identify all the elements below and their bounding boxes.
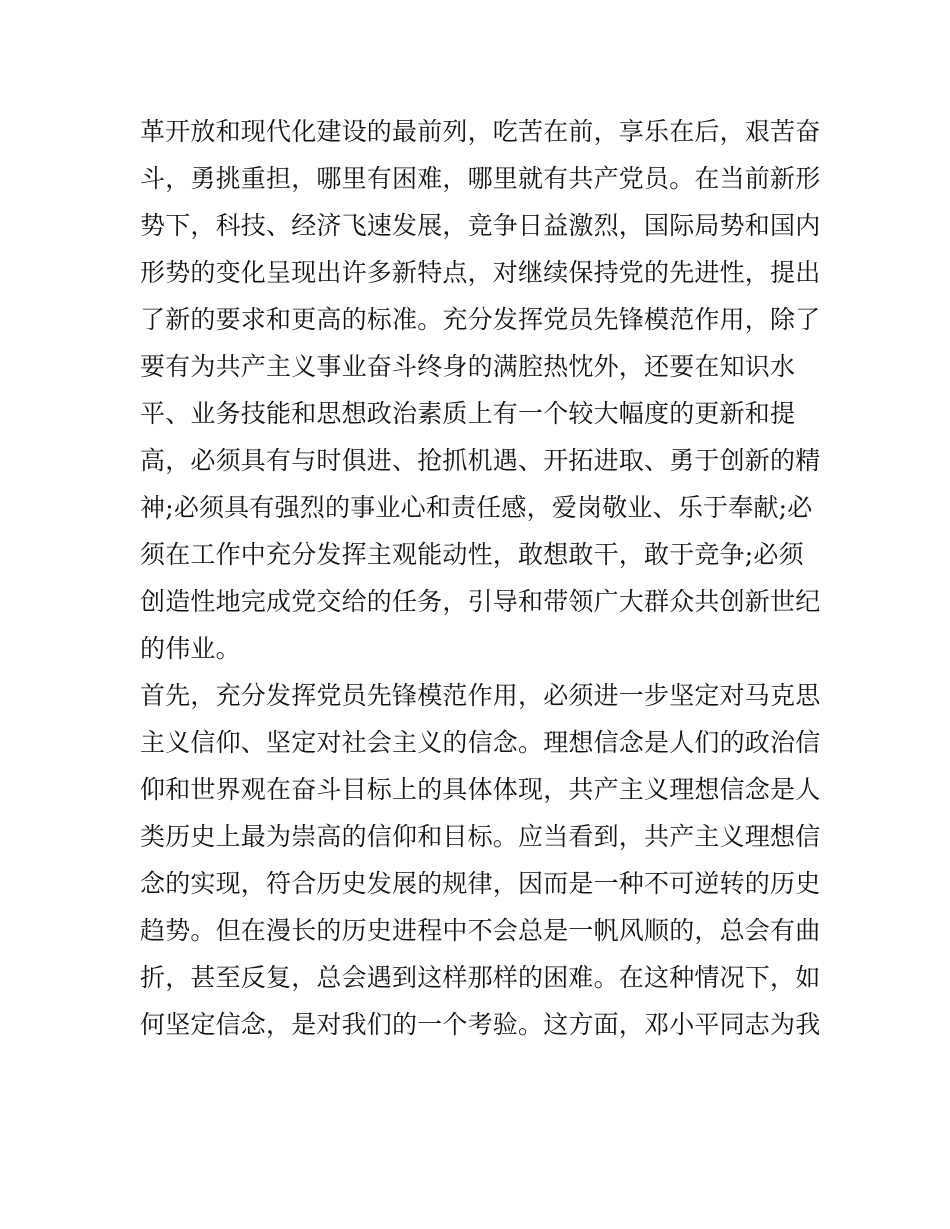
text-line: 平、业务技能和思想政治素质上有一个较大幅度的更新和提	[140, 399, 796, 428]
text-line: 须在工作中充分发挥主观能动性，敢想敢干，敢于竞争;必须	[140, 540, 804, 569]
text-line: 创造性地完成党交给的任务，引导和带领广大群众共创新世纪	[140, 587, 821, 616]
text-line: 趋势。但在漫长的历史进程中不会总是一帆风顺的，总会有曲	[140, 916, 821, 945]
document-body	[140, 108, 820, 1048]
text-line: 形势的变化呈现出许多新特点，对继续保持党的先进性，提出	[140, 258, 821, 287]
text-line: 仰和世界观在奋斗目标上的具体体现，共产主义理想信念是人	[140, 775, 821, 804]
text-line: 要有为共产主义事业奋斗终身的满腔热忱外，还要在知识水	[140, 352, 796, 381]
text-line: 念的实现，符合历史发展的规律，因而是一种不可逆转的历史	[140, 869, 821, 898]
text-line: 折，甚至反复，总会遇到这样那样的困难。在这种情况下，如	[140, 963, 821, 992]
text-line: 的伟业。	[140, 634, 241, 663]
text-line: 势下，科技、经济飞速发展，竞争日益激烈，国际局势和国内	[140, 211, 821, 240]
text-line: 神;必须具有强烈的事业心和责任感，爱岗敬业、乐于奉献;必	[140, 493, 813, 522]
text-line: 主义信仰、坚定对社会主义的信念。理想信念是人们的政治信	[140, 728, 821, 757]
text-line: 斗，勇挑重担，哪里有困难，哪里就有共产党员。在当前新形	[140, 164, 821, 193]
text-line: 类历史上最为崇高的信仰和目标。应当看到，共产主义理想信	[140, 822, 821, 851]
text-line: 革开放和现代化建设的最前列，吃苦在前，享乐在后，艰苦奋	[140, 117, 821, 146]
text-line: 了新的要求和更高的标准。充分发挥党员先锋模范作用，除了	[140, 305, 821, 334]
text-line: 高，必须具有与时俱进、抢抓机遇、开拓进取、勇于创新的精	[140, 446, 821, 475]
text-line: 首先，充分发挥党员先锋模范作用，必须进一步坚定对马克思	[140, 681, 821, 710]
text-line: 何坚定信念，是对我们的一个考验。这方面，邓小平同志为我	[140, 1010, 821, 1039]
